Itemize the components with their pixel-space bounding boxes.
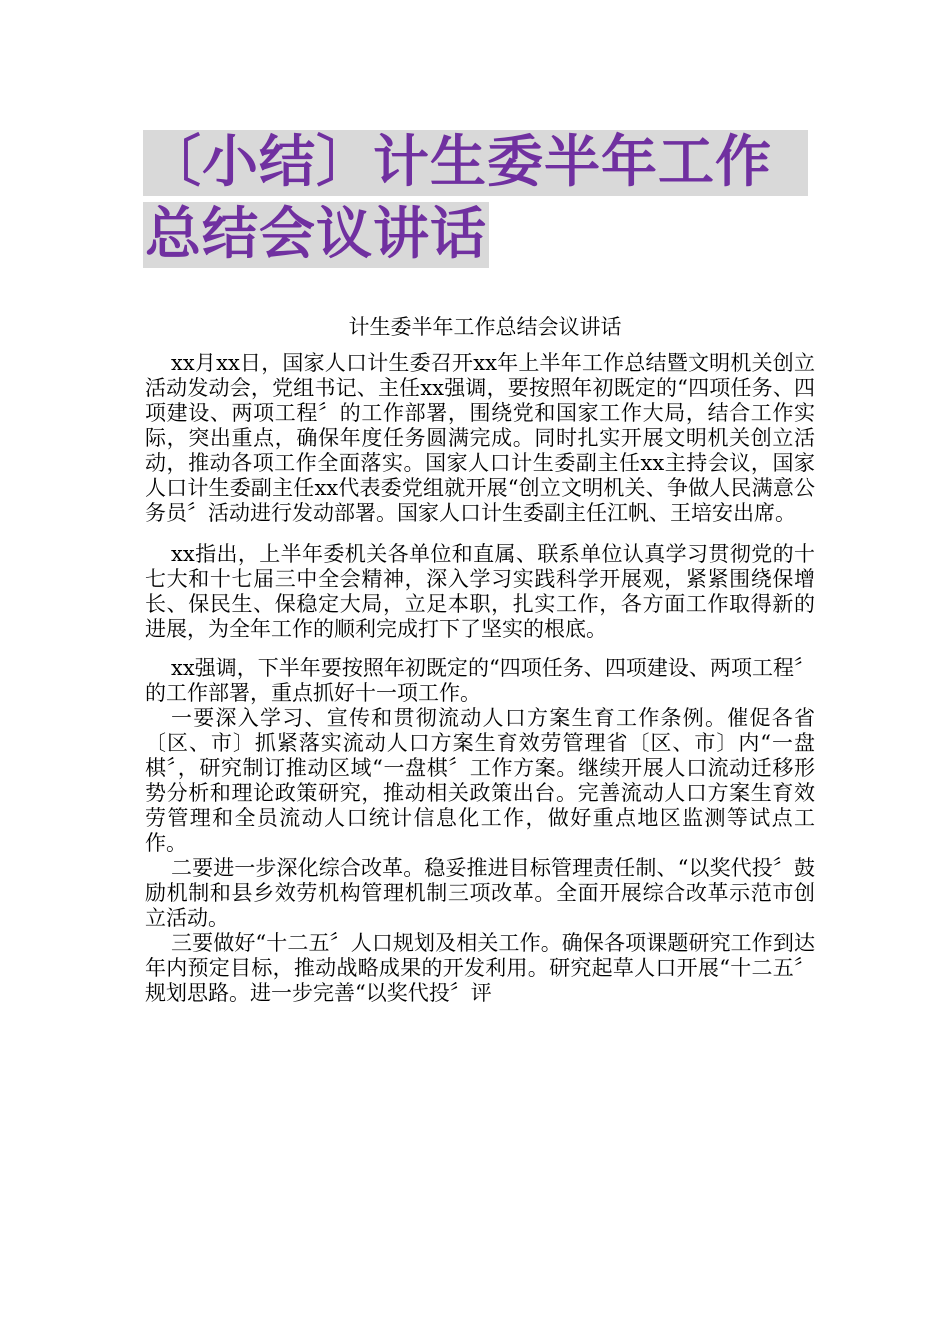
title-line-1: 〔小结〕计生委半年工作	[143, 130, 808, 196]
paragraph-6: 三要做好“十二五〞人口规划及相关工作。确保各项课题研究工作到达年内预定目标，推动战略成果的开发利用。研究起草人口开展“十二五〞规划思路。进一步完善“以奖代投〞评	[145, 931, 815, 1005]
paragraph-5: 二要进一步深化综合改革。稳妥推进目标管理责任制、“以奖代投〞鼓励机制和县乡效劳机构管理机制三项改革。全面开展综合改革示范市创立活动。	[145, 856, 815, 930]
paragraph-1: xx月xx日，国家人口计生委召开xx年上半年工作总结暨文明机关创立活动发动会，党组书记、主任xx强调，要按照年初既定的“四项任务、四项建设、两项工程〞的工作部署，围绕党和国家工作大局，结合工作实际，突出重点，确保年度任务圆满完成。同时扎实开展文明机关创立活动，推动各项工作全面落实。国家人口计生委副主任xx主持会议，国家人口计生委副主任xx代表委党组就开展“创立文明机关、争做人民满意公务员〞活动进行发动部署。国家人口计生委副主任江帆、王培安出席。	[145, 351, 815, 525]
paragraph-4: 一要深入学习、宣传和贯彻流动人口方案生育工作条例。催促各省〔区、市〕抓紧落实流动人口方案生育效劳管理省〔区、市〕内“一盘棋〞，研究制订推动区域“一盘棋〞工作方案。继续开展人口流动迁移形势分析和理论政策研究，推动相关政策出台。完善流动人口方案生育效劳管理和全员流动人口统计信息化工作，做好重点地区监测等试点工作。	[145, 706, 815, 855]
title-line-2: 总结会议讲话	[145, 202, 487, 267]
document-title	[143, 130, 808, 268]
document-body	[145, 315, 815, 1006]
paragraph-2: xx指出，上半年委机关各单位和直属、联系单位认真学习贯彻党的十七大和十七届三中全会精神，深入学习实践科学开展观，紧紧围绕保增长、保民生、保稳定大局，立足本职，扎实工作，各方面工作取得新的进展，为全年工作的顺利完成打下了坚实的根底。	[145, 542, 815, 641]
document-subtitle: 计生委半年工作总结会议讲话	[348, 315, 622, 339]
paragraph-3: xx强调，下半年要按照年初既定的“四项任务、四项建设、两项工程〞的工作部署，重点抓好十一项工作。	[145, 656, 815, 705]
